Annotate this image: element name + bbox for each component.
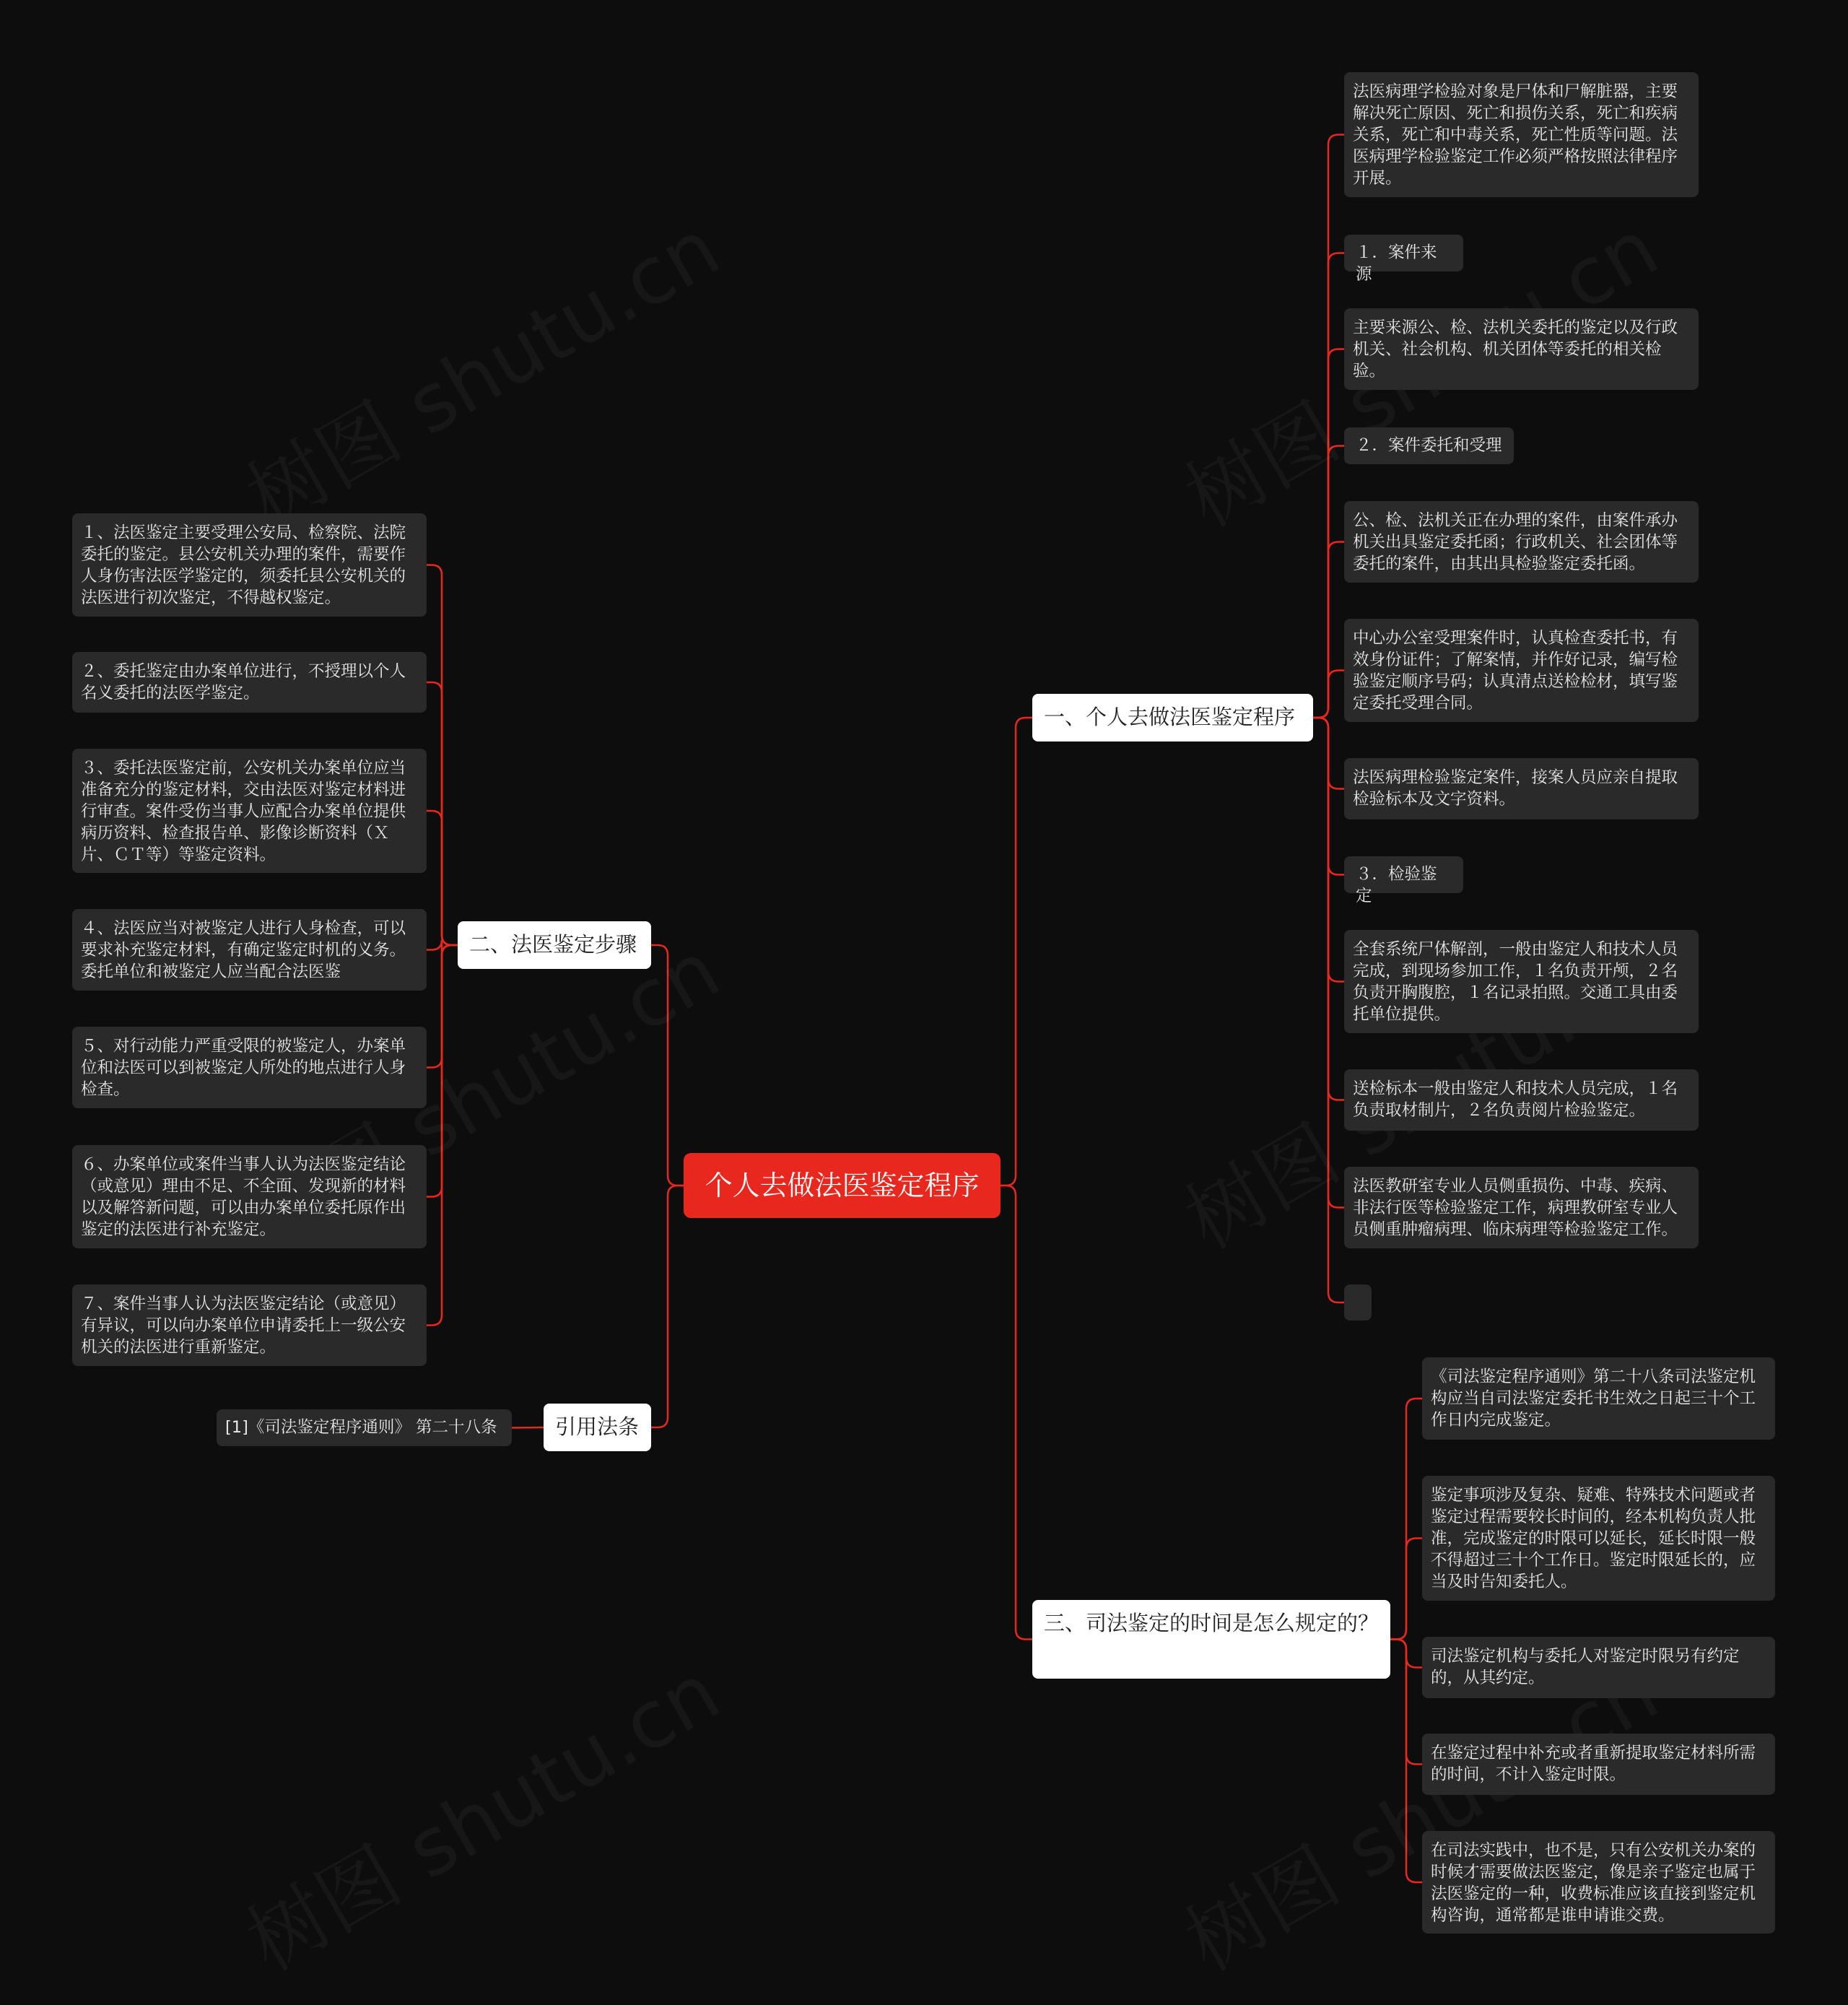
leaf-timelimit-5[interactable]: 在司法实践中，也不是，只有公安机关办案的时候才需要做法医鉴定，像是亲子鉴定也属于法医鉴定的一种，收费标准应该直接到鉴定机构咨询，通常都是谁申请谁交费。 bbox=[1422, 1831, 1775, 1934]
edge-root-b-procedure bbox=[1001, 718, 1032, 1186]
leaf-timelimit-4[interactable]: 在鉴定过程中补充或者重新提取鉴定材料所需的时间，不计入鉴定时限。 bbox=[1422, 1734, 1775, 1795]
branch-citation[interactable]: 引用法条 bbox=[544, 1404, 651, 1451]
leaf-procedure-2[interactable]: １．案件来源 bbox=[1344, 235, 1463, 271]
leaf-procedure-10[interactable]: 送检标本一般由鉴定人和技术人员完成，１名负责取材制片，２名负责阅片检验鉴定。 bbox=[1344, 1069, 1699, 1131]
leaf-procedure-1[interactable]: 法医病理学检验对象是尸体和尸解脏器，主要解决死亡原因、死亡和损伤关系，死亡和疾病关系，死亡和中毒关系，死亡性质等问题。法医病理学检验鉴定工作必须严格按照法律程序开展。 bbox=[1344, 72, 1699, 197]
leaf-citation-1[interactable]: [1]《司法鉴定程序通则》 第二十八条 bbox=[217, 1409, 512, 1446]
leaf-procedure-8[interactable]: ３．检验鉴定 bbox=[1344, 856, 1463, 893]
leaf-procedure-empty[interactable] bbox=[1344, 1284, 1372, 1321]
leaf-steps-6[interactable]: ６、办案单位或案件当事人认为法医鉴定结论（或意见）理由不足、不全面、发现新的材料以及解答新问题，可以由办案单位委托原作出鉴定的法医进行补充鉴定。 bbox=[72, 1145, 427, 1248]
edge-steps-leaf bbox=[427, 811, 458, 945]
edge-steps-leaf bbox=[427, 945, 458, 1326]
edge-root-b-timelimit bbox=[1001, 1186, 1032, 1640]
leaf-procedure-7[interactable]: 法医病理检验鉴定案件，接案人员应亲自提取检验标本及文字资料。 bbox=[1344, 758, 1699, 819]
leaf-steps-1[interactable]: １、法医鉴定主要受理公安局、检察院、法院委托的鉴定。县公安机关办理的案件，需要作人身伤害法医学鉴定的，须委托县公安机关的法医进行初次鉴定，不得越权鉴定。 bbox=[72, 513, 427, 617]
leaf-steps-4[interactable]: ４、法医应当对被鉴定人进行人身检查，可以要求补充鉴定材料，有确定鉴定时机的义务。委托单位和被鉴定人应当配合法医鉴 bbox=[72, 909, 427, 991]
edge-procedure-leaf bbox=[1313, 718, 1344, 1302]
leaf-procedure-5[interactable]: 公、检、法机关正在办理的案件，由案件承办机关出具鉴定委托函；行政机关、社会团体等委托的案件，由其出具检验鉴定委托函。 bbox=[1344, 501, 1699, 583]
edge-timelimit-leaf bbox=[1390, 1539, 1422, 1640]
branch-procedure[interactable]: 一、个人去做法医鉴定程序 bbox=[1032, 694, 1313, 741]
leaf-procedure-4[interactable]: ２．案件委托和受理 bbox=[1344, 427, 1514, 464]
leaf-steps-5[interactable]: ５、对行动能力严重受限的被鉴定人，办案单位和法医可以到被鉴定人所处的地点进行人身检查。 bbox=[72, 1027, 427, 1108]
leaf-steps-2[interactable]: ２、委托鉴定由办案单位进行，不授理以个人名义委托的法医学鉴定。 bbox=[72, 652, 427, 713]
edge-citation-leaf bbox=[512, 1427, 544, 1428]
branch-timelimit[interactable]: 三、司法鉴定的时间是怎么规定的？ bbox=[1032, 1600, 1390, 1679]
leaf-procedure-9[interactable]: 全套系统尸体解剖，一般由鉴定人和技术人员完成，到现场参加工作，１名负责开颅，２名负责开胸腹腔，１名记录拍照。交通工具由委托单位提供。 bbox=[1344, 930, 1699, 1033]
leaf-procedure-6[interactable]: 中心办公室受理案件时，认真检查委托书，有效身份证件；了解案情，并作好记录，编写检验鉴定顺序号码；认真清点送检检材，填写鉴定委托受理合同。 bbox=[1344, 619, 1699, 722]
edge-root-b-citation bbox=[651, 1186, 684, 1427]
leaf-procedure-3[interactable]: 主要来源公、检、法机关委托的鉴定以及行政机关、社会机构、机关团体等委托的相关检验。 bbox=[1344, 308, 1699, 390]
leaf-procedure-11[interactable]: 法医教研室专业人员侧重损伤、中毒、疾病、非法行医等检验鉴定工作，病理教研室专业人员侧重肿瘤病理、临床病理等检验鉴定工作。 bbox=[1344, 1167, 1699, 1248]
edge-procedure-leaf bbox=[1313, 671, 1344, 718]
edge-timelimit-leaf bbox=[1390, 1640, 1422, 1883]
leaf-timelimit-1[interactable]: 《司法鉴定程序通则》第二十八条司法鉴定机构应当自司法鉴定委托书生效之日起三十个工作日内完成鉴定。 bbox=[1422, 1357, 1775, 1440]
leaf-timelimit-3[interactable]: 司法鉴定机构与委托人对鉴定时限另有约定的，从其约定。 bbox=[1422, 1637, 1775, 1698]
root-topic[interactable]: 个人去做法医鉴定程序 bbox=[684, 1153, 1001, 1218]
branch-steps[interactable]: 二、法医鉴定步骤 bbox=[458, 921, 651, 969]
leaf-timelimit-2[interactable]: 鉴定事项涉及复杂、疑难、特殊技术问题或者鉴定过程需要较长时间的，经本机构负责人批准，完成鉴定的时限可以延长，延长时限一般不得超过三十个工作日。鉴定时限延长的，应当及时告知委托人。 bbox=[1422, 1476, 1775, 1601]
edge-root-b-steps bbox=[651, 945, 684, 1186]
leaf-steps-3[interactable]: ３、委托法医鉴定前，公安机关办案单位应当准备充分的鉴定材料，交由法医对鉴定材料进行审查。案件受伤当事人应配合办案单位提供病历资料、检查报告单、影像诊断资料（Ｘ片、ＣＴ等）等鉴定资料。 bbox=[72, 749, 427, 873]
leaf-steps-7[interactable]: ７、案件当事人认为法医鉴定结论（或意见）有异议，可以向办案单位申请委托上一级公安机关的法医进行重新鉴定。 bbox=[72, 1284, 427, 1366]
